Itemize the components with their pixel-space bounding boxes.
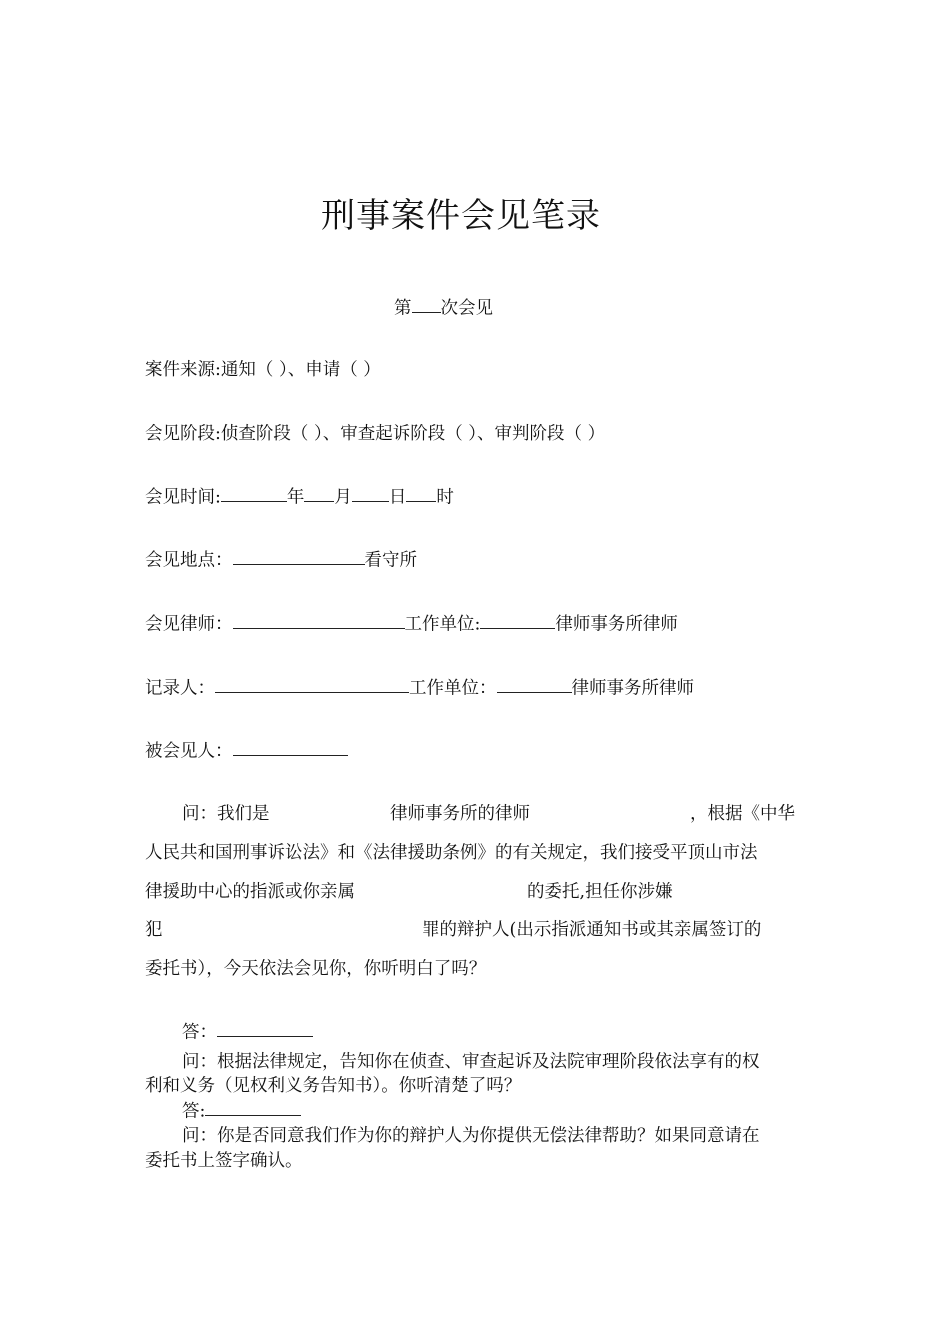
case-source-application-option[interactable]: 申请（ ） <box>305 360 381 380</box>
answer-1-line <box>182 1018 313 1043</box>
meeting-time-line <box>145 483 454 508</box>
meeting-place-blank[interactable] <box>233 546 365 565</box>
answer-2-line <box>182 1097 301 1122</box>
hour-label: 时 <box>436 487 454 508</box>
recorder-unit-suffix: 律师事务所律师 <box>571 678 694 699</box>
q1-line-1b: 律师事务所的律师 <box>390 804 530 824</box>
recorder-name-blank[interactable] <box>215 674 409 693</box>
q1-line-4b: 罪的辩护人(出示指派通知书或其亲属签订的 <box>422 920 762 940</box>
q1-line-2: 人民共和国刑事诉讼法》和《法律援助条例》的有关规定，我们接受平顶山市法 <box>145 843 758 863</box>
q1-line-3a: 律援助中心的指派或你亲属 <box>145 882 355 902</box>
meeting-time-label: 会见时间: <box>145 487 221 508</box>
meeting-number-prefix: 第 <box>394 298 412 319</box>
recorder-label: 记录人： <box>145 678 215 699</box>
year-blank[interactable] <box>221 483 287 502</box>
answer-1-label: 答： <box>182 1022 217 1043</box>
q1-line-1c: ，根据《中华 <box>690 804 795 824</box>
stage-review-option[interactable]: 、审查起诉阶段（ ） <box>322 424 478 444</box>
month-label: 月 <box>334 487 352 508</box>
meeting-number-suffix: 次会见 <box>440 298 493 319</box>
answer-2-blank[interactable] <box>205 1097 301 1116</box>
lawyer-label: 会见律师： <box>145 614 233 635</box>
lawyer-unit-blank[interactable] <box>480 610 555 629</box>
month-blank[interactable] <box>304 483 334 502</box>
q1-line-3b: 的委托,担任你涉嫌 <box>527 882 673 902</box>
recorder-unit-label: 工作单位： <box>409 678 497 699</box>
meeting-number-line <box>394 294 493 319</box>
lawyer-unit-suffix: 律师事务所律师 <box>555 614 678 635</box>
recorder-line <box>145 674 694 699</box>
q2-line-1: 问：根据法律规定，告知你在侦查、审查起诉及法院审理阶段依法享有的权 <box>182 1052 760 1072</box>
day-blank[interactable] <box>352 483 389 502</box>
interviewee-line <box>145 737 348 762</box>
q2-line-2: 利和义务（见权利义务告知书）。你听清楚了吗？ <box>145 1076 522 1096</box>
meeting-stage-line <box>145 420 605 445</box>
case-source-line <box>145 356 381 381</box>
meeting-stage-label: 会见阶段: <box>145 424 221 444</box>
stage-trial-option[interactable]: 、审判阶段（ ） <box>477 424 606 444</box>
q1-line-1a: 问：我们是 <box>182 804 270 824</box>
hour-blank[interactable] <box>406 483 436 502</box>
q1-line-4a: 犯 <box>145 920 163 940</box>
answer-1-blank[interactable] <box>217 1018 313 1037</box>
q3-line-2: 委托书上签字确认。 <box>145 1151 303 1171</box>
q3-line-1: 问：你是否同意我们作为你的辩护人为你提供无偿法律帮助？如果同意请在 <box>182 1126 760 1146</box>
case-source-label: 案件来源: <box>145 360 221 380</box>
year-label: 年 <box>286 487 305 508</box>
day-label: 日 <box>388 487 407 508</box>
interviewee-blank[interactable] <box>233 737 348 756</box>
meeting-place-label: 会见地点： <box>145 550 233 571</box>
case-source-notice-option[interactable]: 通知（ ）、 <box>220 360 306 380</box>
lawyer-line <box>145 610 678 635</box>
lawyer-unit-label: 工作单位: <box>404 614 481 635</box>
meeting-place-suffix: 看守所 <box>364 550 417 571</box>
lawyer-name-blank[interactable] <box>233 610 405 629</box>
meeting-number-blank[interactable] <box>412 294 441 313</box>
recorder-unit-blank[interactable] <box>497 674 572 693</box>
document-title: 刑事案件会见笔录 <box>321 196 601 236</box>
stage-investigation-option[interactable]: 侦查阶段（ ） <box>220 424 323 444</box>
meeting-place-line <box>145 546 417 571</box>
answer-2-label: 答: <box>182 1101 206 1122</box>
q1-line-5: 委托书），今天依法会见你，你听明白了吗？ <box>145 959 487 979</box>
interviewee-label: 被会见人： <box>145 741 233 762</box>
